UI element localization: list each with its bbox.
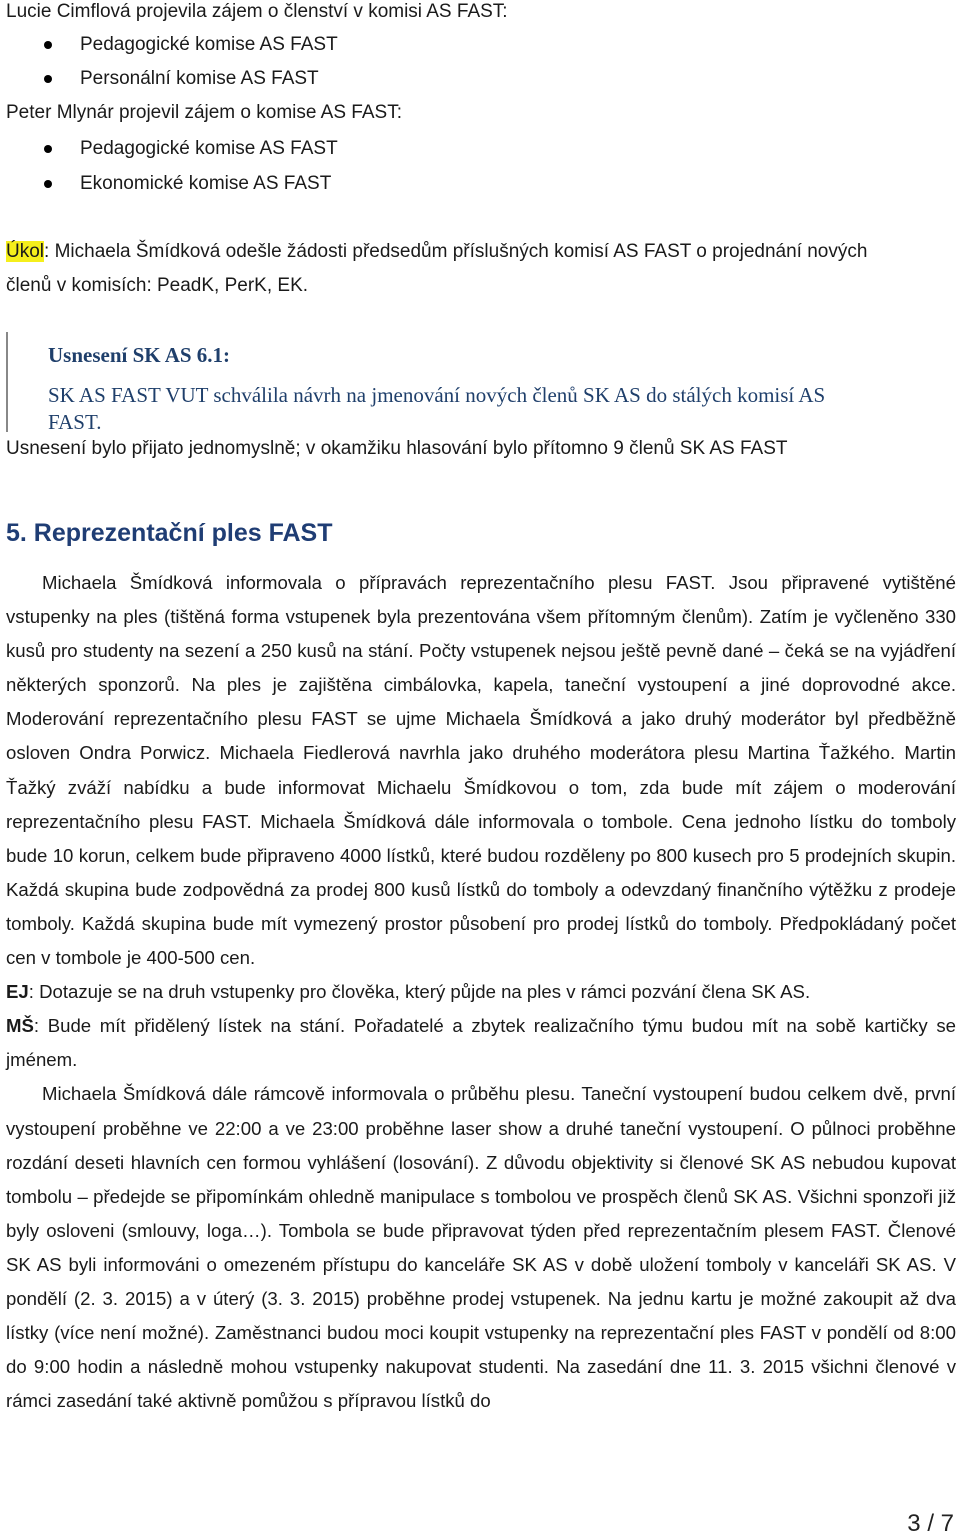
- section-heading: 5. Reprezentační ples FAST: [6, 519, 333, 547]
- list-item: Personální komise AS FAST: [80, 68, 319, 89]
- task-line: [6, 240, 867, 264]
- resolution-text-2: FAST.: [48, 410, 102, 434]
- paragraph: Michaela Šmídková dále rámcově informovala o průběhu plesu. Taneční vystoupení budou celkem dvě, první vystoupení proběhne ve 22:00 a ve 23:00 proběhne laser show a druhé taneční vystoupení. O půlnoci proběhne rozdání deseti hlavních cen formou vyhlášení (losování). Z důvodu objektivity si členové SK AS nebudou kupovat tombolu – předejde se připomínkám ohledně manipulace s tombolou ve prospěch členů SK AS. Všichni sponzoři již byly osloveni (smlouvy, loga…). Tombola se bude připravovat týden před reprezentačním plesem FAST. Členové SK AS byli informováni o omezeném přístupu do kanceláře SK AS v době uložení tomboly v kanceláři SK AS. V pondělí (2. 3. 2015) a v úterý (3. 3. 2015) proběhne prodej vstupenek. Na jednu kartu je možné zakoupit až dva lístky (více není možné). Zaměstnanci budou moci koupit vstupenky na reprezentační ples FAST v pondělí od 8:00 do 9:00 hodin a následně mohou vstupenky nakupovat studenti. Na zasedání dne 11. 3. 2015 všichni členové v rámci zasedání také aktivně pomůžou s přípravou lístků do: [6, 1083, 956, 1412]
- page-number: 3 / 7: [907, 1510, 954, 1537]
- intro-line-cimflova: Lucie Cimflová projevila zájem o členství v komisi AS FAST:: [6, 1, 508, 22]
- speaker-label: EJ: [6, 981, 29, 1003]
- paragraph-ms: MŠ: Bude mít přidělený lístek na stání. Pořadatelé a zbytek realizačního týmu budou mít na sobě kartičky se jménem.: [6, 1015, 956, 1071]
- bullet-dot: [44, 41, 52, 49]
- bullet-dot: [44, 180, 52, 188]
- resolution-title: Usnesení SK AS 6.1:: [48, 343, 231, 367]
- resolution-text-1: SK AS FAST VUT schválila návrh na jmenování nových členů SK AS do stálých komisí AS: [48, 383, 826, 407]
- paragraph-ej: EJ: Dotazuje se na druh vstupenky pro člověka, který půjde na ples v rámci pozvání člena SK AS.: [6, 981, 811, 1003]
- intro-line-mlynar: Peter Mlynár projevil zájem o komise AS FAST:: [6, 102, 402, 123]
- bullet-dot: [44, 75, 52, 83]
- section-body: [6, 566, 956, 1418]
- resolution-border: [6, 332, 8, 432]
- task-label: Úkol: [6, 241, 45, 262]
- task-line-2: členů v komisích: PeadK, PerK, EK.: [6, 275, 309, 296]
- list-item: Ekonomické komise AS FAST: [80, 173, 332, 194]
- task-text: : Michaela Šmídková odešle žádosti předsedům příslušných komisí AS FAST o projednání nových: [44, 241, 868, 262]
- resolution-vote: Usnesení bylo přijato jednomyslně; v okamžiku hlasování bylo přítomno 9 členů SK AS FAST: [6, 438, 788, 459]
- list-item: Pedagogické komise AS FAST: [80, 138, 338, 159]
- bullet-dot: [44, 145, 52, 153]
- paragraph: Michaela Šmídková informovala o přípravách reprezentačního plesu FAST. Jsou připravené vytištěné vstupenky na ples (tištěná forma vstupenek byla prezentována všem přítomným členům). Zatím je vyčleněno 330 kusů pro studenty na sezení a 250 kusů na stání. Počty vstupenek nejsou ještě pevně dané – čeká se na vyjádření některých sponzorů. Na ples je zajištěna cimbálovka, kapela, taneční vystoupení a jiné doprovodné akce. Moderování reprezentačního plesu FAST se ujme Michaela Šmídková a jako druhý moderátor byl předběžně osloven Ondra Porwicz. Michaela Fiedlerová navrhla jako druhého moderátora plesu Martina Ťažkého. Martin Ťažký zváží nabídku a bude informovat Michaelu Šmídkovou o tom, zda bude mít zájem o moderování reprezentačního plesu FAST. Michaela Šmídková dále informovala o tombole. Cena jednoho lístku do tomboly bude 10 korun, celkem bude připraveno 4000 lístků, které budou rozděleny po 800 kusech pro 5 prodejních skupin. Každá skupina bude zodpovědná za prodej 800 kusů lístků do tomboly a odevzdaný finančního výtěžku z prodeje tomboly. Každá skupina bude mít vymezený prostor působení pro prodej lístků do tomboly. Předpokládaný počet cen v tombole je 400-500 cen.: [6, 572, 956, 969]
- speaker-label: MŠ: [6, 1015, 34, 1037]
- list-item: Pedagogické komise AS FAST: [80, 34, 338, 55]
